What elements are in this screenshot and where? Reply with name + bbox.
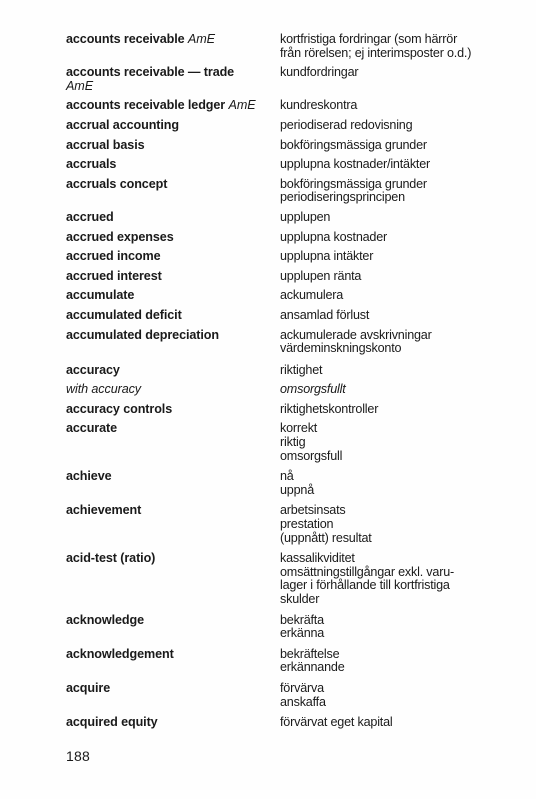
- entry-term: [66, 383, 280, 397]
- entry: [66, 270, 516, 284]
- translation-line: periodiserad redovisning: [280, 117, 413, 132]
- entry: [66, 422, 516, 463]
- entry-term: achieve: [66, 469, 112, 484]
- translation-line: erkänna: [280, 626, 325, 641]
- translation-line: ackumulerade avskrivningar: [280, 327, 432, 342]
- entry-term: acknowledgement: [66, 646, 174, 661]
- entry: [66, 139, 516, 153]
- entry-translation: [280, 270, 516, 284]
- translation-line: kortfristiga fordringar (som härrör: [280, 32, 458, 46]
- entry-term: accruals: [66, 157, 117, 172]
- translation-line: upplupen ränta: [280, 268, 362, 283]
- translation-line: korrekt: [280, 421, 318, 436]
- entry-term: accrued income: [66, 249, 161, 264]
- entry: [66, 158, 516, 172]
- entry-translation: [280, 614, 516, 641]
- translation-line: förvärva: [280, 680, 324, 695]
- translation-line: värdeminskningskonto: [280, 341, 402, 356]
- entry-term: accounts receivable — trade AmE: [66, 65, 235, 93]
- entry: [66, 211, 516, 225]
- entry-translation: [280, 309, 516, 323]
- translation-line: riktighetskontroller: [280, 401, 379, 416]
- entry: [66, 309, 516, 323]
- entry-translation: [280, 470, 516, 497]
- entry: [66, 99, 516, 113]
- translation-line: (uppnått) resultat: [280, 530, 372, 545]
- entry-term: accounts receivable ledger AmE: [66, 98, 256, 113]
- entry-term: accumulated depreciation: [66, 327, 219, 342]
- entry: [66, 178, 516, 205]
- translation-line: uppnå: [280, 482, 315, 497]
- entry: [66, 682, 516, 709]
- entry: [66, 119, 516, 133]
- translation-line: nå: [280, 469, 294, 484]
- entry-translation: [280, 648, 516, 675]
- usage-note: AmE: [187, 32, 215, 46]
- entry-term: accrual accounting: [66, 117, 179, 132]
- translation-line: kassalikviditet: [280, 551, 355, 566]
- entry-translation: [280, 329, 516, 356]
- entry-translation: [280, 231, 516, 245]
- entry-translation: [280, 716, 516, 730]
- translation-line: anskaffa: [280, 694, 326, 709]
- entry: [66, 504, 516, 545]
- translation-line: upplupen: [280, 209, 331, 224]
- translation-line: bekräfta: [280, 612, 324, 627]
- translation-line: riktig: [280, 435, 306, 450]
- translation-line: erkännande: [280, 660, 345, 675]
- entry-term: accruals concept: [66, 176, 168, 191]
- entry: [66, 716, 516, 730]
- entry-translation: [280, 211, 516, 225]
- entry: [66, 66, 516, 93]
- entry: [66, 403, 516, 417]
- entry-translation: [280, 552, 516, 606]
- translation-line: periodiseringsprincipen: [280, 190, 405, 205]
- entry-term: accrued: [66, 209, 114, 224]
- translation-line: skulder: [280, 592, 320, 606]
- entry: [66, 614, 516, 641]
- entry-term: accrued expenses: [66, 229, 174, 244]
- entry-term: acid-test (ratio): [66, 551, 156, 566]
- translation-line: upplupna intäkter: [280, 249, 374, 264]
- entry-translation: [280, 383, 516, 397]
- entry-translation: [280, 139, 516, 153]
- entry-term: accuracy controls: [66, 401, 173, 416]
- page-number: 188: [66, 748, 90, 764]
- translation-line: förvärvat eget kapital: [280, 715, 393, 730]
- entry-translation: [280, 33, 516, 60]
- translation-line: från rörelsen; ej interimsposter o.d.): [280, 45, 472, 60]
- entry-term: acquire: [66, 680, 111, 695]
- entry-translation: [280, 364, 516, 378]
- entry-term: acquired equity: [66, 715, 158, 730]
- translation-line: ansamlad förlust: [280, 307, 370, 322]
- entry-term: achievement: [66, 503, 142, 518]
- translation-line: kundreskontra: [280, 98, 358, 113]
- entry: [66, 552, 516, 606]
- entry-translation: [280, 66, 516, 80]
- entry-term: accrual basis: [66, 137, 145, 152]
- translation-line: bekräftelse: [280, 646, 340, 661]
- entry-translation: [280, 289, 516, 303]
- entry-translation: [280, 99, 516, 113]
- entry-translation: [280, 504, 516, 545]
- entry-translation: [280, 119, 516, 133]
- translation-line: bokföringsmässiga grunder: [280, 137, 427, 152]
- usage-note: AmE: [66, 78, 93, 93]
- entry-translation: [280, 422, 516, 463]
- entry: [66, 250, 516, 264]
- translation-line: omsättningstillgångar exkl. varu-: [280, 564, 454, 579]
- translation-line: upplupna kostnader: [280, 229, 388, 244]
- entry: [66, 231, 516, 245]
- entry: [66, 289, 516, 303]
- entry: [66, 33, 516, 60]
- entry: [66, 648, 516, 675]
- translation-line: prestation: [280, 517, 334, 532]
- translation-line: arbetsinsats: [280, 503, 346, 518]
- translation-line: kundfordringar: [280, 65, 359, 80]
- entry-term: accumulated deficit: [66, 307, 182, 322]
- entry-translation: [280, 403, 516, 417]
- entry-translation: [280, 178, 516, 205]
- entry-term: accrued interest: [66, 268, 162, 283]
- entry: [66, 364, 516, 378]
- entry: [66, 329, 516, 356]
- translation-line: ackumulera: [280, 288, 344, 303]
- entry-translation: [280, 158, 516, 172]
- entry-term: accounts receivable AmE: [66, 32, 215, 46]
- translation-line: omsorgsfullt: [280, 382, 346, 397]
- entry-list: [66, 33, 516, 730]
- entry-translation: [280, 250, 516, 264]
- translation-line: lager i förhållande till kortfristiga: [280, 578, 450, 593]
- entry-term: accuracy: [66, 362, 120, 377]
- translation-line: bokföringsmässiga grunder: [280, 176, 427, 191]
- translation-line: riktighet: [280, 362, 323, 377]
- entry-term: accumulate: [66, 288, 135, 303]
- translation-line: upplupna kostnader/intäkter: [280, 157, 431, 172]
- entry-translation: [280, 682, 516, 709]
- entry-term: acknowledge: [66, 612, 144, 627]
- usage-note: AmE: [228, 98, 256, 113]
- translation-line: omsorgsfull: [280, 448, 343, 463]
- entry: [66, 470, 516, 497]
- sub-entry: [66, 383, 516, 397]
- entry-term: accurate: [66, 421, 118, 436]
- sub-term: with accuracy: [66, 382, 141, 397]
